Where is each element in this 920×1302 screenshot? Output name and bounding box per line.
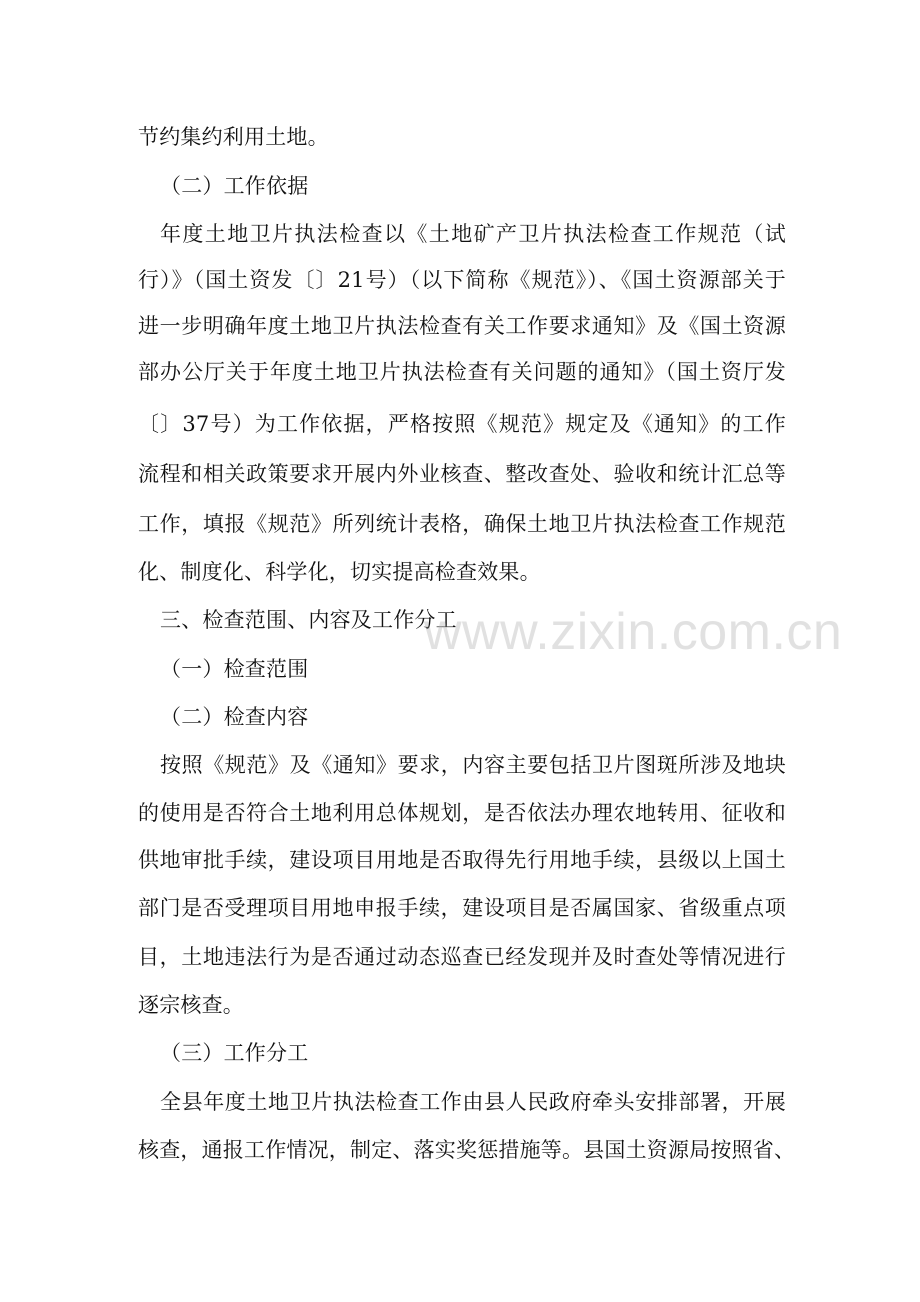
paragraph-line: 进一步明确年度土地卫片执法检查有关工作要求通知》及《国土资源 (138, 314, 786, 338)
paragraph-line: 目，土地违法行为是否通过动态巡查已经发现并及时查处等情况进行 (138, 945, 786, 969)
paragraph-line: 按照《规范》及《通知》要求，内容主要包括卫片图斑所涉及地块 (160, 753, 786, 777)
section-heading-check-content: （二）检查内容 (160, 705, 309, 729)
section-heading-scope: 三、检查范围、内容及工作分工 (160, 608, 457, 632)
paragraph-line: 行）》（国土资发〔〕21号）（以下简称《规范》）、《国土资源部关于 (138, 268, 786, 292)
paragraph-line: 工作，填报《规范》所列统计表格，确保土地卫片执法检查工作规范 (138, 512, 786, 536)
paragraph-line: 流程和相关政策要求开展内外业核查、整改查处、验收和统计汇总等 (138, 462, 786, 486)
paragraph-line: 部办公厅关于年度土地卫片执法检查有关问题的通知》（国土资厅发 (138, 360, 786, 384)
section-heading-check-scope: （一）检查范围 (160, 657, 309, 681)
section-heading-division-of-work: （三）工作分工 (160, 1041, 309, 1065)
paragraph-line: 化、制度化、科学化，切实提高检查效果。 (138, 560, 541, 584)
paragraph-line: 〔〕37号）为工作依据，严格按照《规范》规定及《通知》的工作 (138, 412, 786, 436)
paragraph-line: 的使用是否符合土地利用总体规划，是否依法办理农地转用、征收和 (138, 801, 786, 825)
paragraph-line: 年度土地卫片执法检查以《土地矿产卫片执法检查工作规范（试 (160, 222, 786, 246)
paragraph-line: 逐宗核查。 (138, 993, 244, 1017)
paragraph-line: 供地审批手续，建设项目用地是否取得先行用地手续，县级以上国土 (138, 848, 786, 872)
paragraph-line: 部门是否受理项目用地申报手续，建设项目是否属国家、省级重点项 (138, 896, 786, 920)
paragraph-line: 节约集约利用土地。 (138, 125, 329, 149)
paragraph-line: 核查，通报工作情况，制定、落实奖惩措施等。县国土资源局按照省、 (138, 1138, 796, 1162)
watermark: www.zixin.com.cn (424, 603, 843, 661)
section-heading-work-basis: （二）工作依据 (160, 174, 309, 198)
paragraph-line: 全县年度土地卫片执法检查工作由县人民政府牵头安排部署，开展 (160, 1090, 786, 1114)
